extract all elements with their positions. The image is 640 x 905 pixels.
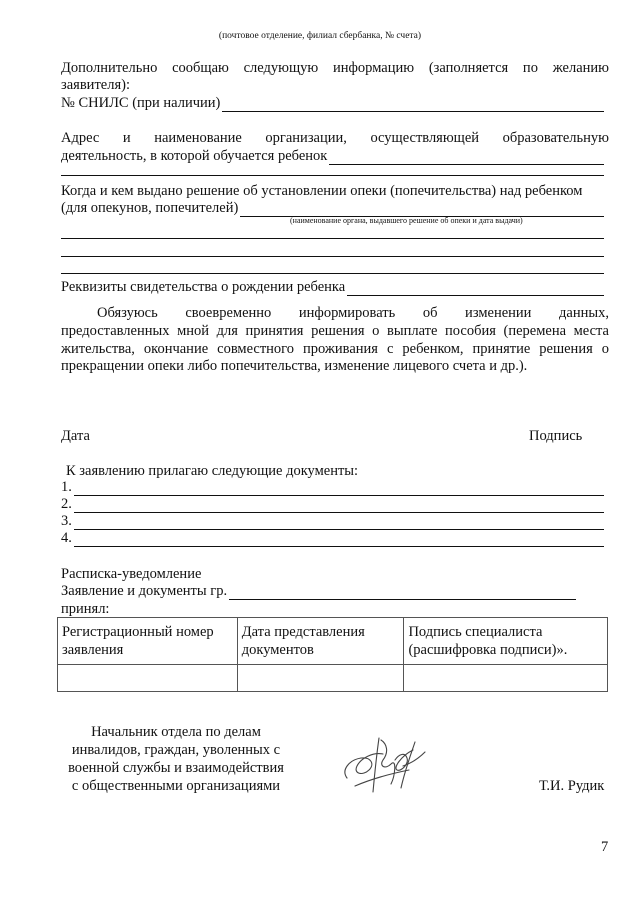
- header-text: Подпись специалиста: [408, 624, 543, 640]
- attachment-number: 3.: [61, 513, 72, 529]
- organization-label: деятельность, в которой обучается ребенок: [61, 148, 328, 164]
- receipt-accepted: принял:: [61, 601, 110, 617]
- position-line: инвалидов, граждан, уволенных с: [71, 742, 281, 758]
- table-header-row: [58, 618, 608, 665]
- table-header-cell: [58, 618, 238, 665]
- table-row: [58, 665, 608, 692]
- guardianship-label: (для опекунов, попечителей): [61, 200, 239, 216]
- attachment-number: 1.: [61, 479, 72, 495]
- header-text: (расшифровка подписи)».: [408, 642, 568, 658]
- organization-row: [61, 147, 604, 165]
- signer-name: Т.И. Рудик: [539, 778, 605, 794]
- receipt-docs-row: [61, 582, 576, 600]
- position-line: Начальник отдела по делам: [91, 724, 261, 740]
- position-line: военной службы и взаимодействия: [68, 760, 284, 776]
- registration-table: [57, 617, 608, 692]
- additional-info-line2: заявителя):: [61, 77, 130, 93]
- table-header-cell: [237, 618, 404, 665]
- obligation-line3: жительства, окончание совместного проживания с ребенком, принятие решения о: [61, 341, 609, 357]
- header-text: заявления: [62, 642, 124, 658]
- header-text: документов: [241, 642, 314, 658]
- attachment-number: 4.: [61, 530, 72, 546]
- guardianship-field[interactable]: [240, 203, 604, 217]
- snils-row: [61, 94, 604, 112]
- birth-certificate-row: [61, 278, 604, 296]
- attachment-row-1: [61, 478, 604, 496]
- date-label: Дата: [61, 428, 90, 444]
- attachment-number: 2.: [61, 496, 72, 512]
- handwritten-signature: [335, 730, 435, 800]
- guardianship-line-b[interactable]: [61, 256, 604, 257]
- table-cell[interactable]: [58, 665, 238, 692]
- header-text: Дата представления: [241, 624, 365, 640]
- obligation-line1: Обязуюсь своевременно информировать об изменении данных,: [97, 305, 609, 321]
- receipt-title: Расписка-уведомление: [61, 566, 202, 582]
- birth-certificate-label: Реквизиты свидетельства о рождении ребенка: [61, 279, 346, 295]
- table-cell[interactable]: [404, 665, 608, 692]
- attachment-row-2: [61, 495, 604, 513]
- page-number: 7: [601, 839, 609, 855]
- table-header-cell: [404, 618, 608, 665]
- table-cell[interactable]: [237, 665, 404, 692]
- organization-field[interactable]: [329, 151, 604, 165]
- snils-field[interactable]: [222, 98, 604, 112]
- header-text: Регистрационный номер: [62, 624, 214, 640]
- receipt-name-field[interactable]: [229, 586, 576, 600]
- attachment-field[interactable]: [74, 499, 604, 513]
- guardianship-line1: Когда и кем выдано решение об установлении опеки (попечительства) над ребенком: [61, 183, 583, 199]
- birth-certificate-field[interactable]: [347, 282, 604, 296]
- guardianship-line-a[interactable]: [61, 238, 604, 239]
- attachment-field[interactable]: [74, 482, 604, 496]
- additional-info-line1: Дополнительно сообщаю следующую информацию (заполняется по желанию: [61, 60, 609, 76]
- header-note: (почтовое отделение, филиал сбербанка, № счета): [218, 31, 422, 41]
- organization-line1: Адрес и наименование организации, осуществляющей образовательную: [61, 130, 609, 146]
- obligation-line4: прекращении опеки либо попечительства, изменение лицевого счета и др.).: [61, 358, 528, 374]
- position-line: с общественными организациями: [71, 778, 281, 794]
- attachments-title: К заявлению прилагаю следующие документы:: [66, 463, 359, 479]
- footer-position: [61, 723, 291, 795]
- organization-extra-line[interactable]: [61, 175, 604, 176]
- signature-label: Подпись: [529, 428, 583, 444]
- guardianship-line-c[interactable]: [61, 273, 604, 274]
- guardianship-row: [61, 199, 604, 217]
- snils-label: № СНИЛС (при наличии): [61, 95, 221, 111]
- obligation-line2: предоставленных мной для принятия решения о выплате пособия (перемена места: [61, 323, 609, 339]
- attachment-row-4: [61, 529, 604, 547]
- guardianship-note: (наименование органа, выдавшего решение об опеки и дата выдачи): [290, 216, 523, 225]
- attachment-field[interactable]: [74, 533, 604, 547]
- attachment-row-3: [61, 512, 604, 530]
- receipt-docs-label: Заявление и документы гр.: [61, 583, 228, 599]
- attachment-field[interactable]: [74, 516, 604, 530]
